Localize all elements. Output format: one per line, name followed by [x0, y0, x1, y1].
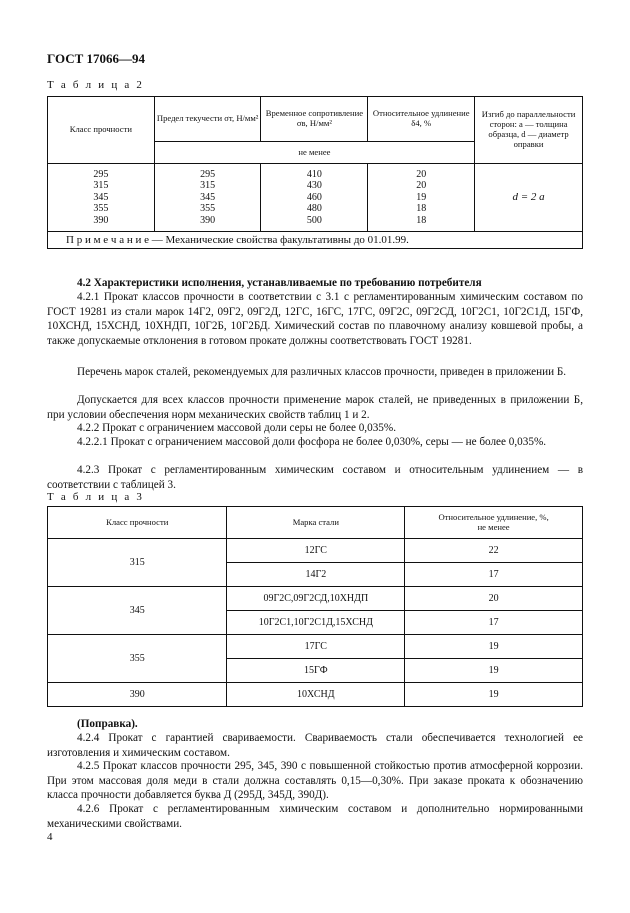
table-row	[48, 539, 583, 563]
table3-elongation-cell: 19	[405, 635, 583, 659]
table-cell: 355	[200, 203, 216, 215]
table-cell: 355	[93, 203, 109, 215]
table2-col-elongation	[368, 164, 475, 232]
table-cell: 390	[93, 214, 109, 226]
table2	[47, 96, 583, 249]
table-cell: 20	[416, 168, 427, 180]
table3-class-cell: 390	[48, 683, 227, 707]
section-4-2-title: 4.2 Характеристики исполнения, устанавливаемые по требованию потребителя	[77, 277, 482, 289]
table3-grade-cell: 12ГС	[227, 539, 405, 563]
document-header: ГОСТ 17066—94	[47, 51, 146, 66]
paragraph-4-2-4: 4.2.4 Прокат с гарантией свариваемости. Свариваемость стали обеспечивается технологией ее изготовления и химическим составом.	[47, 732, 583, 759]
table-row	[48, 683, 583, 707]
table3-grade-cell: 14Г2	[227, 563, 405, 587]
table3-elongation-cell: 17	[405, 611, 583, 635]
table-cell: 430	[306, 180, 322, 192]
table2-header-class: Класс прочности	[48, 97, 155, 164]
table3	[47, 506, 583, 707]
table-row	[48, 587, 583, 611]
table-cell: 410	[306, 168, 322, 180]
table3-header-elongation: Относительное удлинение, %, не менее	[405, 507, 583, 539]
table3-class-cell: 315	[48, 539, 227, 587]
table-cell: 345	[93, 191, 109, 203]
table3-elongation-cell: 19	[405, 659, 583, 683]
page-number: 4	[47, 831, 53, 843]
table3-class-cell: 355	[48, 635, 227, 683]
table3-grade-cell: 10Г2С1,10Г2С1Д,15ХСНД	[227, 611, 405, 635]
table3-elongation-cell: 17	[405, 563, 583, 587]
paragraph-4-2-6: 4.2.6 Прокат с регламентированным химическим составом и дополнительно нормированными механическими свойствами.	[47, 803, 583, 830]
table2-header-tensile: Временное сопротивление σв, Н/мм²	[261, 97, 368, 142]
paragraph-4-2-2-1: 4.2.2.1 Прокат с ограничением массовой доли фосфора не более 0,030%, серы — не более 0,035%.	[77, 436, 547, 448]
table2-col-class	[48, 164, 155, 232]
paragraph-steel-list: Перечень марок сталей, рекомендуемых для различных классов прочности, приведен в приложении Б.	[77, 366, 567, 378]
table2-bend-value: d = 2 a	[475, 164, 583, 232]
table-cell: 460	[306, 191, 322, 203]
table-cell: 345	[200, 191, 216, 203]
table3-caption: Т а б л и ц а 3	[47, 491, 145, 503]
table3-elongation-cell: 19	[405, 683, 583, 707]
table2-col-tensile	[261, 164, 368, 232]
paragraph-4-2-5: 4.2.5 Прокат классов прочности 295, 345, 390 с повышенной стойкостью против атмосферной коррозии. При этом массовая доля меди в стали должна составлять 0,15—0,30%. При заказе проката к обозначению класса прочности добавляется буква Д (295Д, 345Д, 390Д).	[47, 760, 583, 802]
table3-header-class: Класс прочности	[48, 507, 227, 539]
table-cell: 295	[200, 168, 216, 180]
table-cell: 480	[306, 203, 322, 215]
table2-header-elongation: Относительное удлинение δ4, %	[368, 97, 475, 142]
table2-col-yield	[154, 164, 261, 232]
table2-header-bend: Изгиб до параллельности сторон: а — толщина образца, d — диаметр оправки	[475, 97, 583, 164]
table2-note: П р и м е ч а н и е — Механические свойства факультативны до 01.01.99.	[48, 232, 583, 249]
paragraph-4-2-1: 4.2.1 Прокат классов прочности в соответствии с 3.1 с регламентированным химическим составом по ГОСТ 19281 из стали марок 14Г2, 09Г2, 09Г2Д, 12ГС, 16ГС, 17ГС, 09Г2С, 09Г2СД, 10Г2С1, 10Г2С1Д, 15ГФ, 10ХСНД, 15ХСНД, 10ХНДП, 10Г2Б, 10Г2БД. Химический состав по плавочному анализу ковшевой пробы, а также допускаемые отклонения в готовом прокате должны соответствовать ГОСТ 19281.	[47, 291, 583, 347]
table3-elongation-cell: 20	[405, 587, 583, 611]
table3-grade-cell: 10ХСНД	[227, 683, 405, 707]
table-cell: 295	[93, 168, 109, 180]
table-cell: 19	[416, 191, 427, 203]
table3-grade-cell: 09Г2С,09Г2СД,10ХНДП	[227, 587, 405, 611]
table-cell: 18	[416, 203, 427, 215]
table3-grade-cell: 15ГФ	[227, 659, 405, 683]
paragraph-4-2-3: 4.2.3 Прокат с регламентированным химическим составом и относительным удлинением — в соответствии с таблицей 3.	[47, 464, 583, 491]
table2-caption: Т а б л и ц а 2	[47, 79, 145, 91]
table2-subheader: не менее	[154, 142, 474, 164]
table-row	[48, 635, 583, 659]
table3-grade-cell: 17ГС	[227, 635, 405, 659]
paragraph-allowed: Допускается для всех классов прочности применение марок сталей, не приведенных в приложении Б, при условии обеспечения норм механических свойств таблиц 1 и 2.	[47, 394, 583, 421]
table-cell: 390	[200, 214, 216, 226]
paragraph-4-2-2: 4.2.2 Прокат с ограничением массовой доли серы не более 0,035%.	[77, 422, 396, 434]
table3-class-cell: 345	[48, 587, 227, 635]
table-cell: 315	[200, 180, 216, 192]
table2-header-yield: Предел текучести σт, Н/мм²	[154, 97, 261, 142]
table3-header-grade: Марка стали	[227, 507, 405, 539]
table-cell: 500	[306, 214, 322, 226]
correction-note: (Поправка).	[77, 718, 138, 730]
table-cell: 315	[93, 180, 109, 192]
table3-elongation-cell: 22	[405, 539, 583, 563]
table-cell: 18	[416, 214, 427, 226]
table-cell: 20	[416, 180, 427, 192]
